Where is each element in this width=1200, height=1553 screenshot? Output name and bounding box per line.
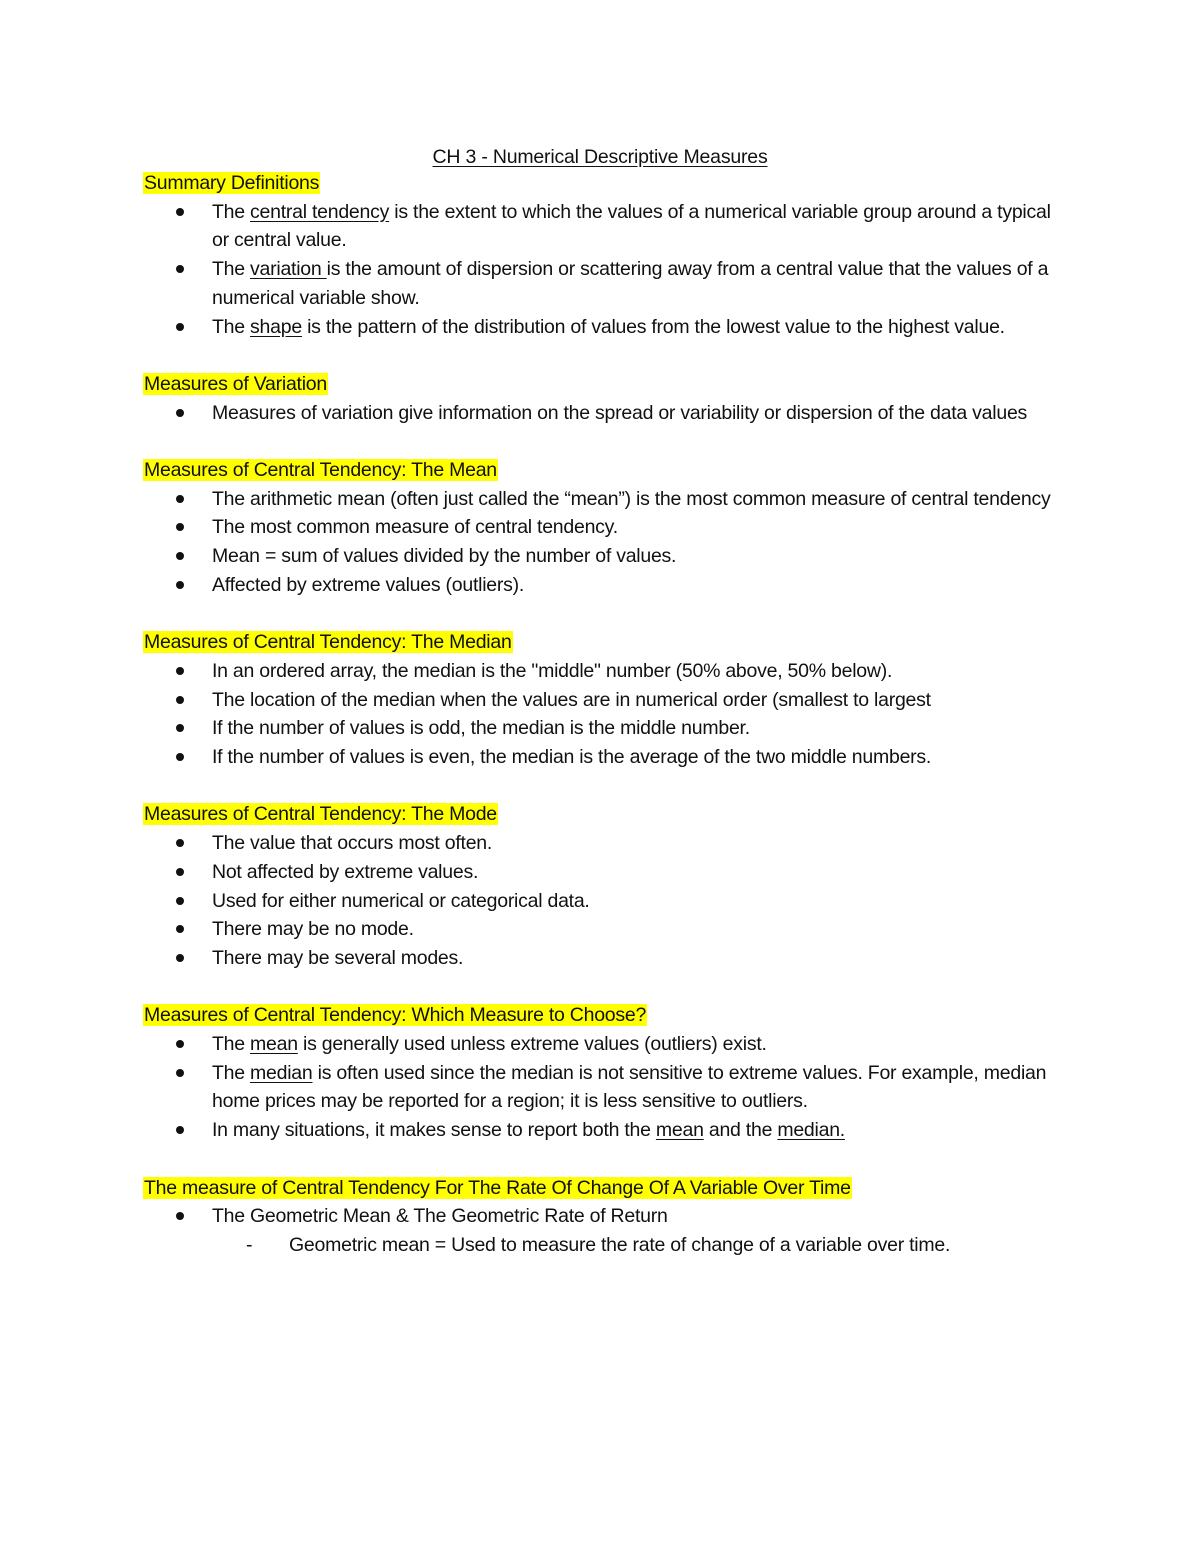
list-item — [143, 313, 1063, 342]
list-item: Not affected by extreme values. — [143, 858, 1063, 887]
section-heading: Measures of Central Tendency: The Median — [144, 631, 512, 654]
dash-marker: - — [246, 1233, 253, 1256]
list-item: Mean = sum of values divided by the number of values. — [143, 542, 1063, 571]
list-item — [143, 1202, 1063, 1231]
section-heading: The measure of Central Tendency For The Rate Of Change Of A Variable Over Time — [144, 1176, 851, 1199]
section-summary-definitions — [143, 169, 1063, 341]
list-item: The value that occurs most often. — [143, 829, 1063, 858]
bullet-list — [143, 198, 1063, 342]
sub-list-item — [143, 1231, 1063, 1260]
item-text: is the pattern of the distribution of values from the lowest value to the highest value. — [301, 315, 1005, 338]
list-item — [143, 1116, 1063, 1145]
list-item: If the number of values is even, the median is the average of the two middle numbers. — [143, 743, 1063, 772]
section-heading: Measures of Central Tendency: The Mean — [144, 459, 497, 481]
section-heading: Measures of Variation — [144, 372, 327, 395]
list-item: In an ordered array, the median is the "middle" number (50% above, 50% below). — [143, 657, 1063, 686]
list-item: The arithmetic mean (often just called the “mean”) is the most common measure of central tendency — [143, 485, 1063, 514]
bullet-list — [143, 399, 1063, 428]
underlined-term: variation — [250, 258, 327, 281]
underlined-term: mean — [250, 1033, 298, 1056]
list-item — [143, 198, 1063, 255]
document-title — [0, 143, 1200, 171]
item-text: The — [212, 315, 251, 338]
list-item: There may be several modes. — [143, 944, 1063, 973]
list-item: If the number of values is odd, the median is the middle number. — [143, 714, 1063, 743]
document-body — [143, 169, 1063, 1260]
bullet-list — [143, 657, 1063, 772]
section-heading: Summary Definitions — [144, 172, 320, 194]
item-text: The — [212, 1061, 251, 1084]
item-text: is generally used unless extreme values (outliers) exist. — [297, 1033, 767, 1056]
list-item: There may be no mode. — [143, 915, 1063, 944]
section-heading: Measures of Central Tendency: Which Measure to Choose? — [144, 1004, 647, 1027]
item-text: is the amount of dispersion or scattering away from a central value that the values of a numerical variable show. — [212, 258, 1049, 309]
list-item — [143, 1059, 1063, 1116]
item-text: The — [212, 258, 251, 281]
section-the-median — [143, 628, 1063, 772]
underlined-term: shape — [250, 315, 302, 338]
list-item — [143, 1030, 1063, 1059]
list-item: Measures of variation give information on the spread or variability or dispersion of the data values — [143, 399, 1063, 428]
bullet-list — [143, 1202, 1063, 1231]
bullet-list — [143, 485, 1063, 600]
item-text: The — [212, 1033, 251, 1056]
list-item: Used for either numerical or categorical data. — [143, 887, 1063, 916]
bullet-list — [143, 829, 1063, 973]
underlined-term: median. — [777, 1119, 845, 1142]
bullet-list — [143, 1030, 1063, 1145]
underlined-term: mean — [655, 1119, 704, 1142]
section-the-mean — [143, 456, 1063, 600]
item-text: is the extent to which the values of a numerical variable group around a typical or central value. — [212, 200, 1051, 252]
list-item: The location of the median when the values are in numerical order (smallest to largest — [143, 686, 1063, 715]
section-rate-of-change — [143, 1174, 1063, 1260]
item-text: In many situations, it makes sense to report both the — [212, 1119, 656, 1142]
document-title-text: CH 3 - Numerical Descriptive Measures — [432, 146, 768, 168]
underlined-term: central tendency — [250, 200, 390, 223]
item-text: and the — [703, 1119, 778, 1142]
section-which-measure — [143, 1001, 1063, 1145]
item-text: The Geometric Mean & The Geometric Rate of Return — [212, 1205, 668, 1228]
list-item: The most common measure of central tendency. — [143, 513, 1063, 542]
item-text: is often used since the median is not sensitive to extreme values. For example, median home prices may be reported for a region; it is less sensitive to outliers. — [212, 1061, 1047, 1113]
sub-item-text: Geometric mean = Used to measure the rate of change of a variable over time. — [289, 1233, 951, 1256]
list-item: Affected by extreme values (outliers). — [143, 571, 1063, 600]
section-heading: Measures of Central Tendency: The Mode — [144, 803, 497, 826]
list-item — [143, 255, 1063, 312]
section-the-mode — [143, 800, 1063, 972]
item-text: The — [212, 200, 251, 223]
underlined-term: median — [250, 1061, 313, 1084]
section-measures-of-variation — [143, 370, 1063, 427]
